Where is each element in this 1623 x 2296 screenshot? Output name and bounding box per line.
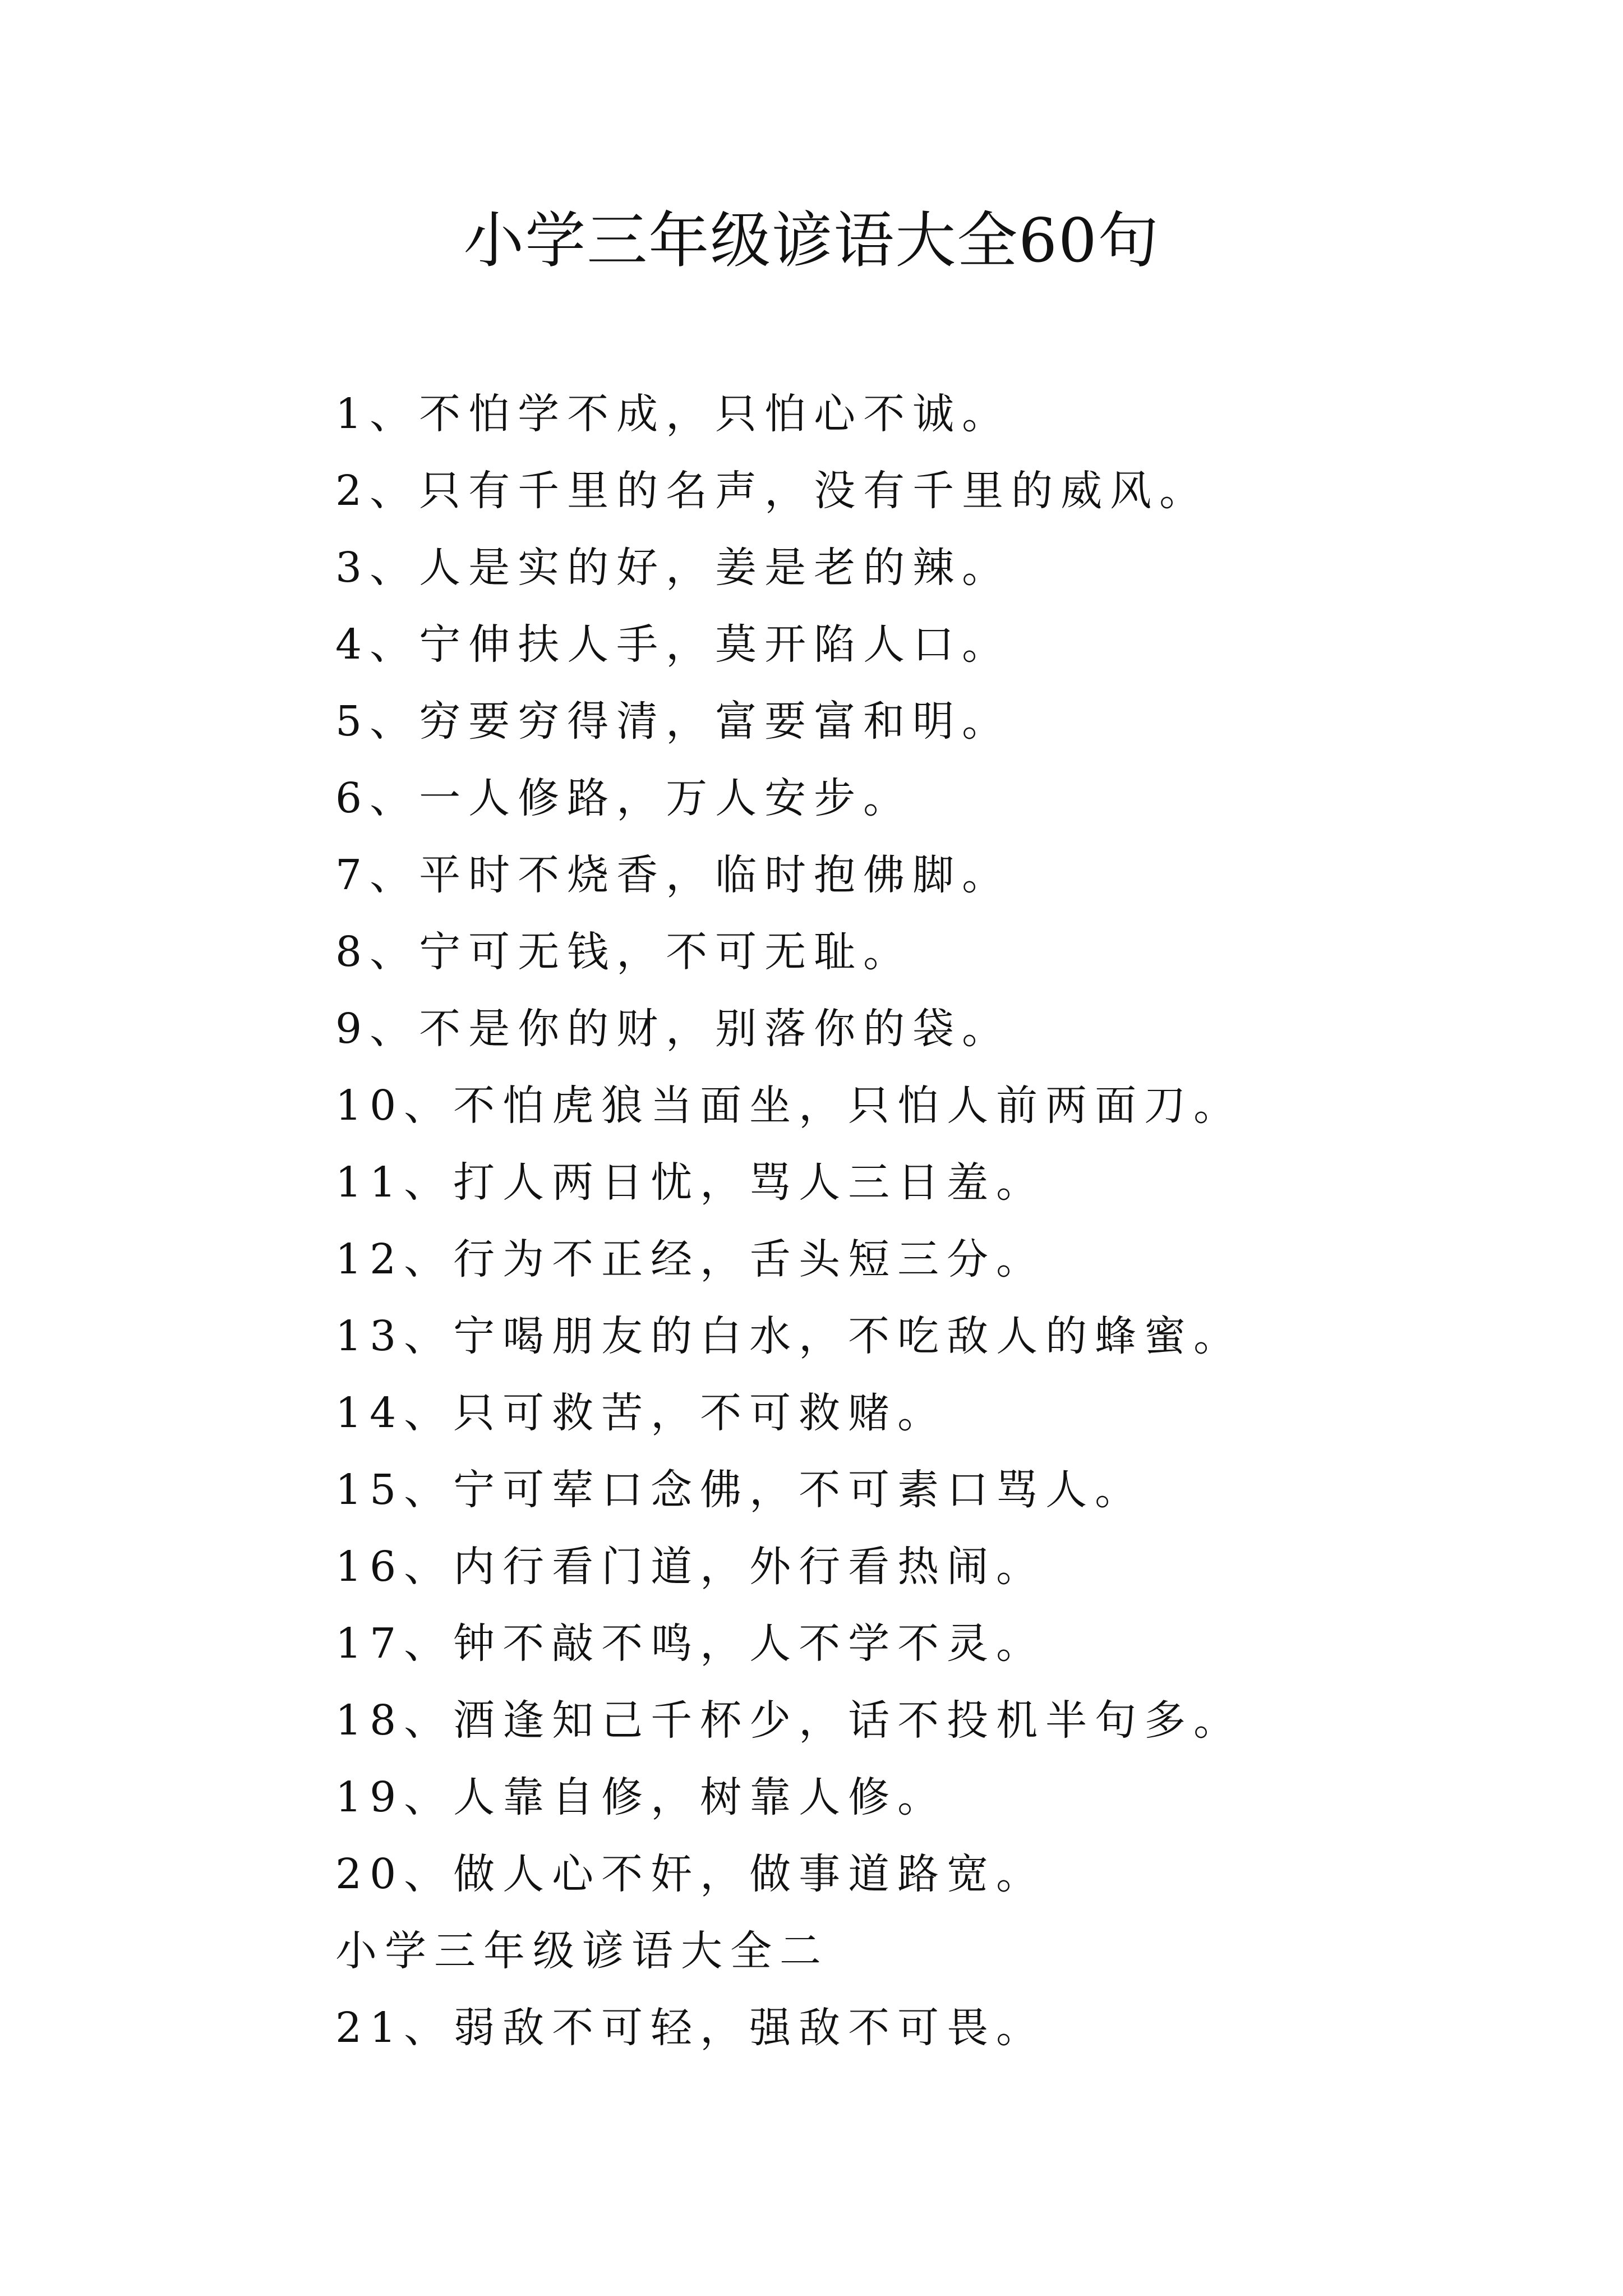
proverb-line: 16、内行看门道，外行看热闹。 [335,1543,1046,1591]
proverb-line: 6、一人修路，万人安步。 [335,774,913,822]
proverb-line: 2、只有千里的名声，没有千里的威风。 [335,467,1209,515]
proverb-line: 12、行为不正经，舌头短三分。 [335,1235,1046,1283]
proverb-line: 11、打人两日忧，骂人三日羞。 [335,1158,1046,1207]
proverb-line: 13、宁喝朋友的白水，不吃敌人的蜂蜜。 [335,1312,1243,1360]
proverb-line: 5、穷要穷得清，富要富和明。 [335,697,1012,746]
proverb-line: 8、宁可无钱，不可无耻。 [335,928,913,976]
proverb-line: 17、钟不敲不鸣，人不学不灵。 [335,1619,1046,1668]
proverb-line: 21、弱敌不可轻，强敌不可畏。 [335,2004,1046,2052]
proverb-line: 15、宁可荤口念佛，不可素口骂人。 [335,1466,1145,1514]
proverb-line: 3、人是实的好，姜是老的辣。 [335,544,1012,592]
proverb-line: 9、不是你的财，别落你的袋。 [335,1005,1012,1053]
proverb-line: 1、不怕学不成，只怕心不诚。 [335,390,1012,438]
section-heading: 小学三年级谚语大全二 [335,1927,829,1975]
proverb-line: 4、宁伸扶人手，莫开陷人口。 [335,620,1012,669]
proverb-line: 18、酒逢知己千杯少，话不投机半句多。 [335,1696,1243,1745]
proverb-line: 14、只可救苦，不可救赌。 [335,1389,947,1437]
proverb-line: 20、做人心不奸，做事道路宽。 [335,1850,1046,1898]
document-title: 小学三年级谚语大全60句 [463,206,1160,276]
proverb-line: 19、人靠自修，树靠人修。 [335,1773,947,1821]
proverb-line: 7、平时不烧香，临时抱佛脚。 [335,851,1012,899]
proverb-list [335,376,1513,2067]
proverb-line: 10、不怕虎狼当面坐，只怕人前两面刀。 [335,1082,1243,1130]
